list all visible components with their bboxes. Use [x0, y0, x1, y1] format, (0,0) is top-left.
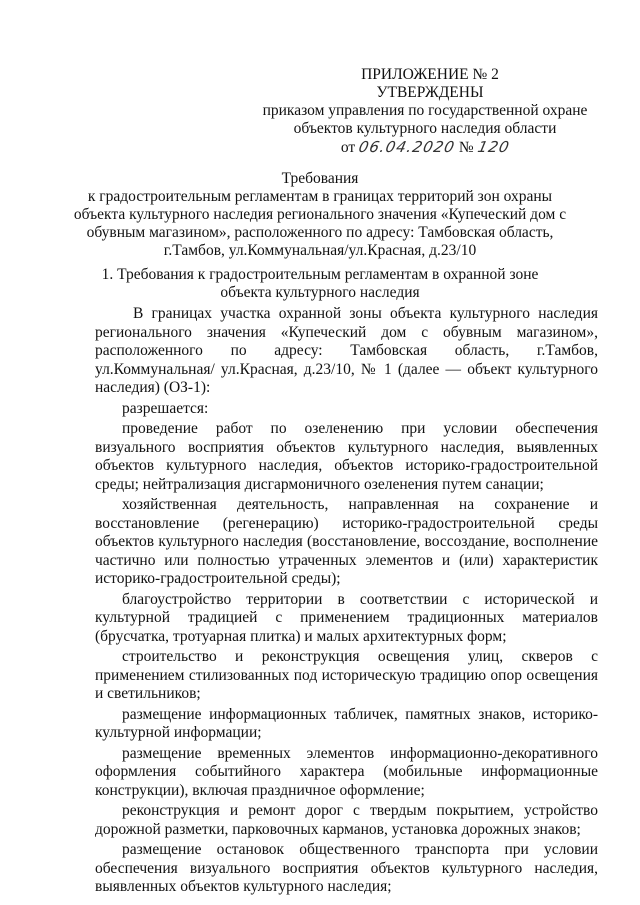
- requirements-line-2: объекта культурного наследия регионального значения «Купеческий дом с: [73, 206, 567, 223]
- requirements-line-4: г.Тамбов, ул.Коммунальная/ул.Красная, д.23/10: [163, 242, 477, 259]
- requirements-line-1: к градостроительным регламентам в границах территорий зон охраны: [87, 188, 553, 205]
- section-1-title: [100, 266, 540, 302]
- handwritten-number: 120: [475, 138, 512, 156]
- list-item: размещение остановок общественного транспорта при условии обеспечения визуального восприятия объектов культурного наследия, выявленных объектов культурного наследия;: [95, 841, 598, 895]
- section-1-line-2: объекта культурного наследия: [220, 284, 420, 301]
- list-item: реконструкция и ремонт дорог с твердым покрытием, устройство дорожной разметки, парковочных карманов, установка дорожных знаков;: [95, 802, 598, 838]
- list-item: размещение временных элементов информационно-декоративного оформления событийного характера (мобильные информационные конструкции), включая праздничное оформление;: [95, 744, 598, 799]
- list-item: хозяйственная деятельность, направленная на сохранение и восстановление (регенерацию) историко-градостроительной среды объектов культурного наследия (восстановление, воссоздание, восполнение частично или полностью утраченных элементов и (или) характеристик историко-градостроительной среды);: [95, 496, 598, 587]
- requirements-line-3: обувным магазином», расположенного по адресу: Тамбовская область,: [86, 224, 554, 241]
- intro-paragraph: В границах участка охранной зоны объекта культурного наследия регионального значения «Купеческий дом с обувным магазином», расположенного по адресу: Тамбовская область, г.Тамбов, ул.Коммунальная/ ул.Красная, д.23/10, № 1 (далее — объект культурного наследия) (ОЗ-1):: [95, 305, 598, 396]
- date-number-line: [250, 138, 600, 157]
- list-item: благоустройство территории в соответствии с исторической и культурной традицией с применением традиционных материалов (брусчатка, тротуарная плитка) и малых архитектурных форм;: [95, 590, 598, 645]
- number-prefix: №: [458, 139, 474, 156]
- list-item: проведение работ по озеленению при условии обеспечения визуального восприятия объектов культурного наследия, выявленных объектов культурного наследия, объектов историко-градостроительной среды; нейтрализация дисгармоничного озеленения путем санации;: [95, 420, 598, 493]
- requirements-heading: Требования: [281, 170, 359, 187]
- list-item: размещение информационных табличек, памятных знаков, историко-культурной информации;: [95, 705, 598, 741]
- document-body: [95, 305, 598, 899]
- from-prefix: от: [340, 139, 356, 156]
- allowed-label: разрешается:: [122, 399, 209, 417]
- section-1-line-1: 1. Требования к градостроительным регламентам в охранной зоне: [101, 266, 539, 283]
- handwritten-date: 06.04.2020: [357, 138, 457, 156]
- requirements-title: [60, 170, 580, 260]
- appendix-header: [250, 66, 600, 157]
- approved-label: УТВЕРЖДЕНЫ: [376, 84, 484, 101]
- appendix-label: ПРИЛОЖЕНИЕ № 2: [361, 66, 499, 83]
- list-item: строительство и реконструкция освещения улиц, скверов с применением стилизованных под историческую традицию опор освещения и светильников;: [95, 648, 598, 702]
- order-line-2: объектов культурного наследия области: [293, 120, 557, 137]
- order-line-1: приказом управления по государственной охране: [262, 102, 588, 119]
